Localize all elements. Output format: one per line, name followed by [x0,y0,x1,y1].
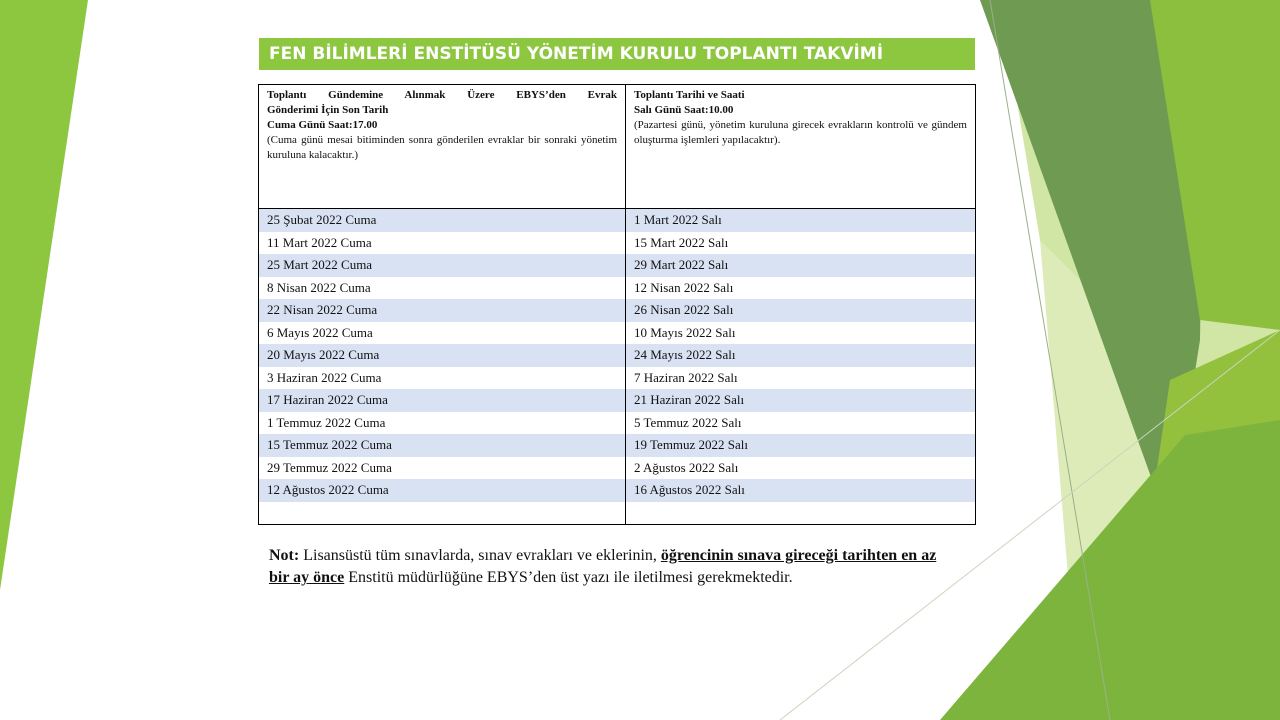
deadline-cell: 22 Nisan 2022 Cuma [259,299,626,322]
meeting-schedule-table [258,84,976,525]
meeting-cell: 15 Mart 2022 Salı [626,232,976,255]
table-row [259,367,976,390]
empty-table-row [259,502,976,525]
left-green-triangle [0,0,88,590]
deadline-cell: 12 Ağustos 2022 Cuma [259,479,626,502]
deadline-cell: 25 Mart 2022 Cuma [259,254,626,277]
col2-header-line3: (Pazartesi günü, yönetim kuruluna girecek evrakların kontrolü ve gündem oluşturma işlemleri yapılacaktır). [634,119,967,146]
deadline-cell: 25 Şubat 2022 Cuma [259,209,626,232]
meeting-cell: 5 Temmuz 2022 Salı [626,412,976,435]
meeting-cell: 7 Haziran 2022 Salı [626,367,976,390]
table-row [259,457,976,480]
meeting-cell: 10 Mayıs 2022 Salı [626,322,976,345]
table-row [259,412,976,435]
table-row [259,232,976,255]
col1-header-line3: Cuma Günü Saat:17.00 [267,119,378,131]
meeting-cell: 16 Ağustos 2022 Salı [626,479,976,502]
table-row [259,344,976,367]
empty-cell [259,502,626,525]
col2-header-line2: Salı Günü Saat:10.00 [634,104,734,116]
deadline-cell: 6 Mayıs 2022 Cuma [259,322,626,345]
table-row [259,277,976,300]
col1-header-line1: Toplantı Gündemine Alınmak Üzere EBYS’den Evrak [267,89,617,101]
col1-header-line2: Gönderimi İçin Son Tarih [267,104,389,116]
table-row [259,254,976,277]
table-row [259,322,976,345]
meeting-cell: 19 Temmuz 2022 Salı [626,434,976,457]
meeting-cell: 1 Mart 2022 Salı [626,209,976,232]
table-row [259,299,976,322]
table-header-row [259,85,976,209]
note-emphasis: öğrencinin sınava gireceği tarihten en az bir ay önce [269,547,937,586]
meeting-cell: 21 Haziran 2022 Salı [626,389,976,412]
meeting-cell: 2 Ağustos 2022 Salı [626,457,976,480]
meeting-cell: 26 Nisan 2022 Salı [626,299,976,322]
note-text-2: Enstitü müdürlüğüne EBYS’den üst yazı ile iletilmesi gerekmektedir. [344,569,793,586]
meeting-cell: 24 Mayıs 2022 Salı [626,344,976,367]
meeting-column-header [626,85,976,209]
meeting-cell: 12 Nisan 2022 Salı [626,277,976,300]
deadline-cell: 3 Haziran 2022 Cuma [259,367,626,390]
meeting-cell: 29 Mart 2022 Salı [626,254,976,277]
deadline-cell: 15 Temmuz 2022 Cuma [259,434,626,457]
table-row [259,479,976,502]
empty-cell [626,502,976,525]
deadline-cell: 17 Haziran 2022 Cuma [259,389,626,412]
deadline-cell: 20 Mayıs 2022 Cuma [259,344,626,367]
col1-header-line4: (Cuma günü mesai bitiminden sonra gönderilen evraklar bir sonraki yönetim kuruluna kalacaktır.) [267,134,617,161]
note-paragraph [269,545,959,589]
deadline-column-header [259,85,626,209]
deadline-cell: 11 Mart 2022 Cuma [259,232,626,255]
col2-header-line1: Toplantı Tarihi ve Saati [634,89,745,101]
slide-title: FEN BİLİMLERİ ENSTİTÜSÜ YÖNETİM KURULU TOPLANTI TAKVİMİ [259,38,975,70]
note-text-1: Lisansüstü tüm sınavlarda, sınav evrakları ve eklerinin, [299,547,661,564]
table-row [259,434,976,457]
deadline-cell: 8 Nisan 2022 Cuma [259,277,626,300]
table-row [259,209,976,232]
note-label: Not: [269,547,300,564]
deadline-cell: 1 Temmuz 2022 Cuma [259,412,626,435]
deadline-cell: 29 Temmuz 2022 Cuma [259,457,626,480]
table-row [259,389,976,412]
